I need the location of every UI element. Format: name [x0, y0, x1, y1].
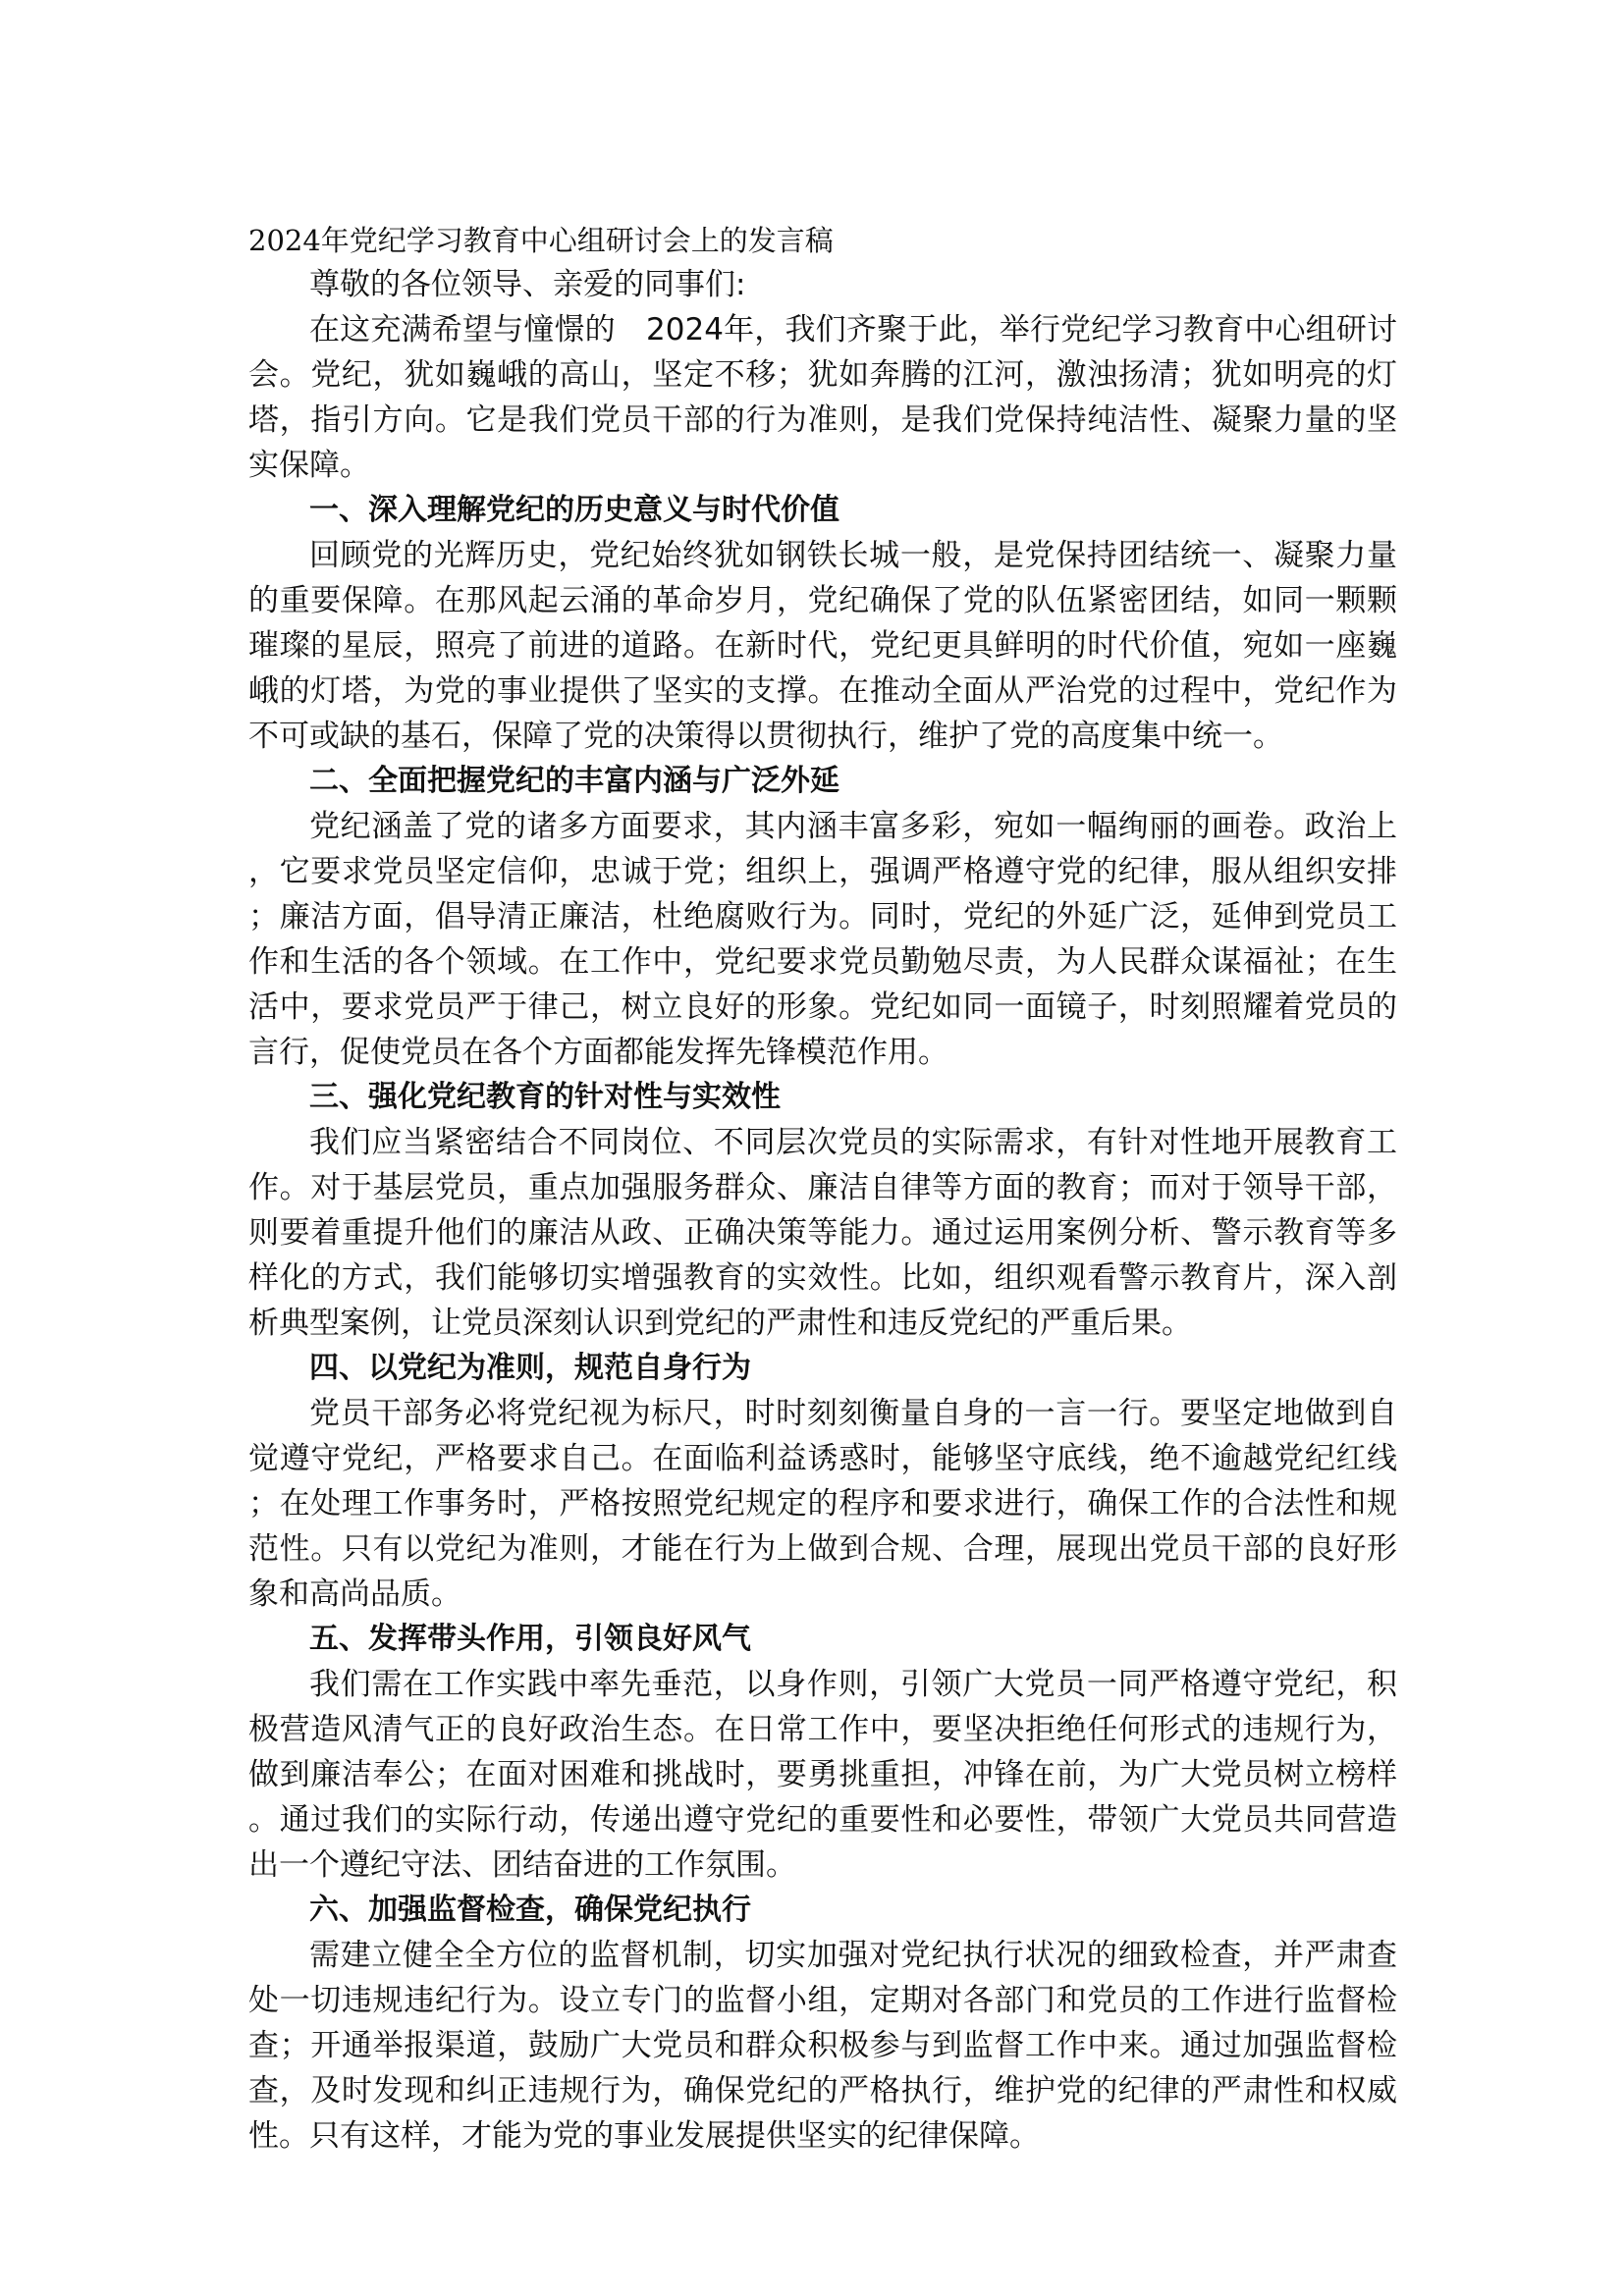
section-heading-2: 二、全面把握党纪的丰富内涵与广泛外延: [309, 764, 839, 798]
section-heading-4: 四、以党纪为准则，规范自身行为: [309, 1351, 751, 1385]
document-page: [248, 219, 1397, 2159]
salutation: 尊敬的各位领导、亲爱的同事们:: [309, 267, 746, 302]
section-heading-1: 一、深入理解党纪的历史意义与时代价值: [309, 493, 839, 527]
section-body-4: 党员干部务必将党纪视为标尺，时时刻刻衡量自身的一言一行。要坚定地做到自觉遵守党纪，严格要求自己。在面临利益诱惑时，能够坚守底线，绝不逾越党纪红线；在处理工作事务时，严格按照党纪规定的程序和要求进行，确保工作的合法性和规范性。只有以党纪为准则，才能在行为上做到合规、合理，展现出党员干部的良好形象和高尚品质。: [248, 1396, 1397, 1612]
document-title: 2024年党纪学习教育中心组研讨会上的发言稿: [248, 224, 834, 257]
intro-paragraph: 在这充满希望与憧憬的 2024年，我们齐聚于此，举行党纪学习教育中心组研讨会。党纪，犹如巍峨的高山，坚定不移；犹如奔腾的江河，激浊扬清；犹如明亮的灯塔，指引方向。它是我们党员干部的行为准则，是我们党保持纯洁性、凝聚力量的坚实保障。: [248, 312, 1397, 483]
section-heading-5: 五、发挥带头作用，引领良好风气: [309, 1622, 751, 1656]
section-body-5: 我们需在工作实践中率先垂范，以身作则，引领广大党员一同严格遵守党纪，积极营造风清气正的良好政治生态。在日常工作中，要坚决拒绝任何形式的违规行为，做到廉洁奉公；在面对困难和挑战时，要勇挑重担，冲锋在前，为广大党员树立榜样。通过我们的实际行动，传递出遵守党纪的重要性和必要性，带领广大党员共同营造出一个遵纪守法、团结奋进的工作氛围。: [248, 1667, 1397, 1883]
section-body-6: 需建立健全全方位的监督机制，切实加强对党纪执行状况的细致检查，并严肃查处一切违规违纪行为。设立专门的监督小组，定期对各部门和党员的工作进行监督检查；开通举报渠道，鼓励广大党员和群众积极参与到监督工作中来。通过加强监督检查，及时发现和纠正违规行为，确保党纪的严格执行，维护党的纪律的严肃性和权威性。只有这样，才能为党的事业发展提供坚实的纪律保障。: [248, 1938, 1397, 2154]
section-heading-3: 三、强化党纪教育的针对性与实效性: [309, 1080, 781, 1114]
section-body-1: 回顾党的光辉历史，党纪始终犹如钢铁长城一般，是党保持团结统一、凝聚力量的重要保障。在那风起云涌的革命岁月，党纪确保了党的队伍紧密团结，如同一颗颗璀璨的星辰，照亮了前进的道路。在新时代，党纪更具鲜明的时代价值，宛如一座巍峨的灯塔，为党的事业提供了坚实的支撑。在推动全面从严治党的过程中，党纪作为不可或缺的基石，保障了党的决策得以贯彻执行，维护了党的高度集中统一。: [248, 538, 1397, 754]
section-body-3: 我们应当紧密结合不同岗位、不同层次党员的实际需求，有针对性地开展教育工作。对于基层党员，重点加强服务群众、廉洁自律等方面的教育；而对于领导干部，则要着重提升他们的廉洁从政、正确决策等能力。通过运用案例分析、警示教育等多样化的方式，我们能够切实增强教育的实效性。比如，组织观看警示教育片，深入剖析典型案例，让党员深刻认识到党纪的严肃性和违反党纪的严重后果。: [248, 1125, 1397, 1341]
section-heading-6: 六、加强监督检查，确保党纪执行: [309, 1893, 751, 1927]
section-body-2: 党纪涵盖了党的诸多方面要求，其内涵丰富多彩，宛如一幅绚丽的画卷。政治上，它要求党员坚定信仰，忠诚于党；组织上，强调严格遵守党的纪律，服从组织安排；廉洁方面，倡导清正廉洁，杜绝腐败行为。同时，党纪的外延广泛，延伸到党员工作和生活的各个领域。在工作中，党纪要求党员勤勉尽责，为人民群众谋福祉；在生活中，要求党员严于律己，树立良好的形象。党纪如同一面镜子，时刻照耀着党员的言行，促使党员在各个方面都能发挥先锋模范作用。: [248, 809, 1397, 1070]
